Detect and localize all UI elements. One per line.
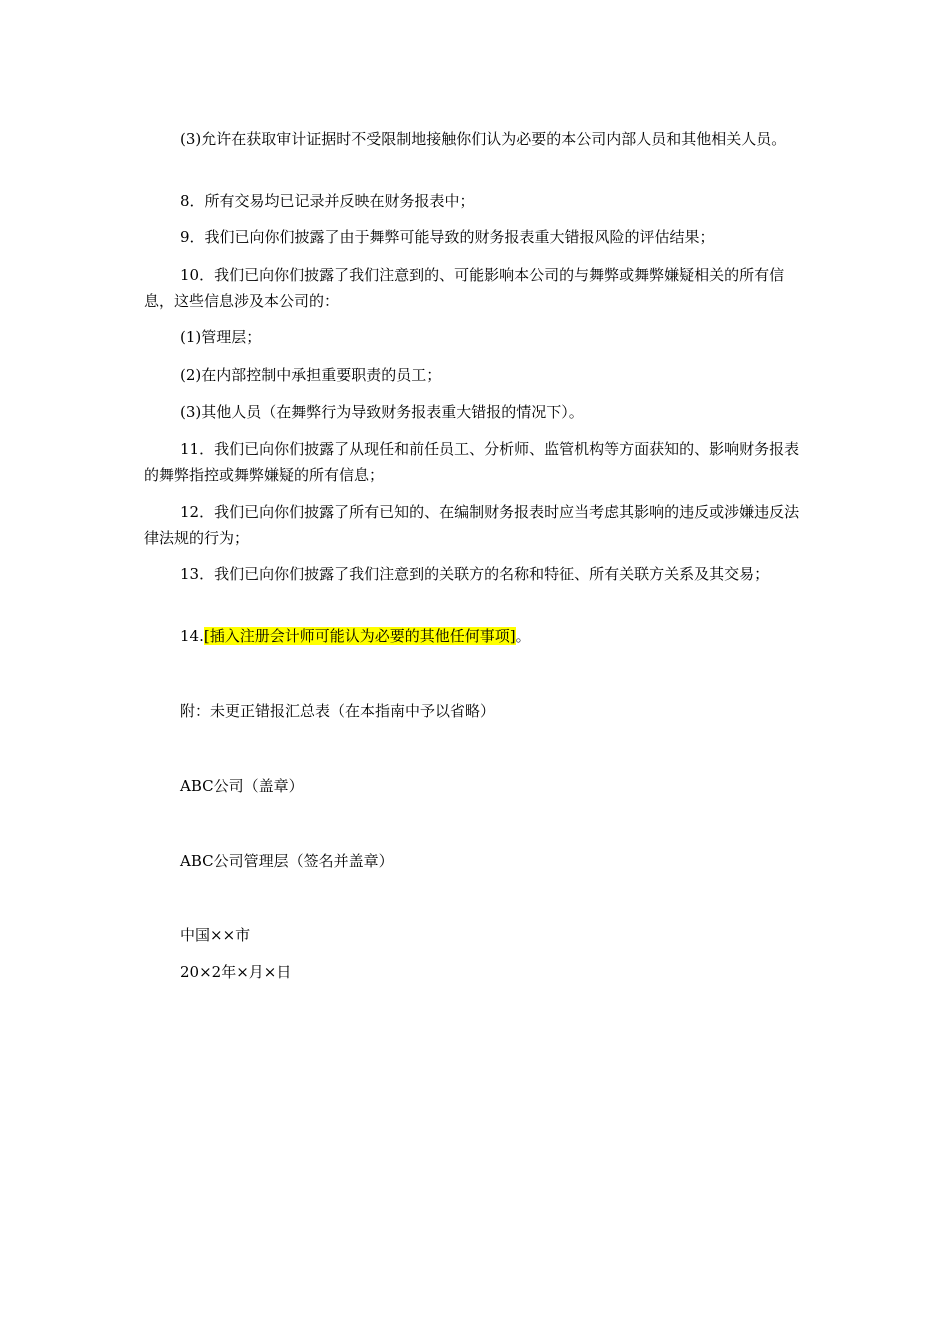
paragraph-item-12: 12．我们已向你们披露了所有已知的、在编制财务报表时应当考虑其影响的违反或涉嫌违反法律法规的行为； (144, 503, 800, 547)
item-14-number: 14. (180, 627, 204, 645)
paragraph-item-10-3: (3)其他人员（在舞弊行为导致财务报表重大错报的情况下）。 (180, 403, 584, 421)
location-line: 中国××市 (180, 926, 251, 944)
paragraph-item-8: 8．所有交易均已记录并反映在财务报表中； (180, 192, 475, 210)
paragraph-item-14 (144, 623, 808, 649)
paragraph-item-10: 10．我们已向你们披露了我们注意到的、可能影响本公司的与舞弊或舞弊嫌疑相关的所有信息，这些信息涉及本公司的： (144, 266, 785, 310)
company-seal-line: ABC公司（盖章） (180, 777, 304, 795)
management-signature-line: ABC公司管理层（签名并盖章） (180, 852, 394, 870)
date-line: 20×2年×月×日 (180, 963, 292, 981)
paragraph-item-13: 13．我们已向你们披露了我们注意到的关联方的名称和特征、所有关联方关系及其交易； (180, 565, 770, 583)
paragraph-item-7-3: (3)允许在获取审计证据时不受限制地接触你们认为必要的本公司内部人员和其他相关人员。 (180, 130, 787, 148)
paragraph-item-9: 9．我们已向你们披露了由于舞弊可能导致的财务报表重大错报风险的评估结果； (180, 228, 715, 246)
item-14-highlight: [插入注册会计师可能认为必要的其他任何事项] (203, 627, 516, 645)
paragraph-item-11: 11．我们已向你们披露了从现任和前任员工、分析师、监管机构等方面获知的、影响财务报表的舞弊指控或舞弊嫌疑的所有信息； (144, 440, 800, 484)
item-14-suffix: 。 (515, 627, 531, 645)
paragraph-item-10-1: (1)管理层； (180, 328, 262, 346)
paragraph-item-10-2: (2)在内部控制中承担重要职责的员工； (180, 366, 442, 384)
attachment-note: 附：未更正错报汇总表（在本指南中予以省略） (180, 702, 496, 720)
